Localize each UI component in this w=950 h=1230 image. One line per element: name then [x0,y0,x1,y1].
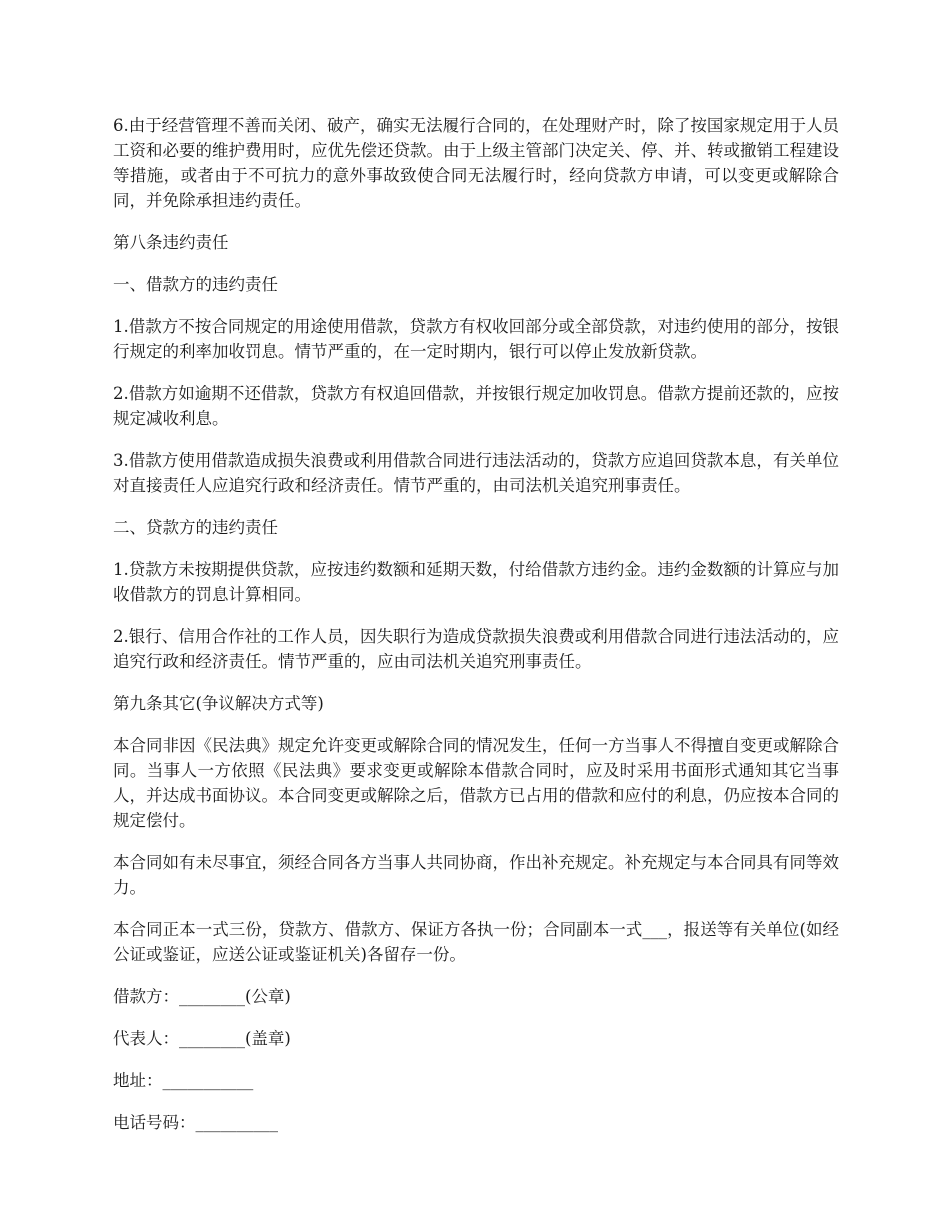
address-field: 地址：___________ [113,1071,254,1090]
phone-field: 电话号码：__________ [113,1113,278,1132]
document-page [113,113,839,1152]
article-9-heading: 第九条其它(争议解决方式等) [113,694,324,713]
borrower-liability-heading: 一、借款方的违约责任 [113,275,278,294]
lender-liability-item-2: 2.银行、信用合作社的工作人员，因失职行为造成贷款损失浪费或利用借款合同进行违法活动的，应追究行政和经济责任。情节严重的，应由司法机关追究刑事责任。 [113,627,839,671]
lender-liability-item-1: 1.贷款方未按期提供贷款，应按违约数额和延期天数，付给借款方违约金。违约金数额的计算应与加收借款方的罚息计算相同。 [113,560,839,604]
contract-modification-paragraph: 本合同非因《民法典》规定允许变更或解除合同的情况发生，任何一方当事人不得擅自变更或解除合同。当事人一方依照《民法典》要求变更或解除本借款合同时，应及时采用书面形式通知其它当事人，并达成书面协议。本合同变更或解除之后，借款方已占用的借款和应付的利息，仍应按本合同的规定偿付。 [113,736,839,830]
borrower-liability-item-3: 3.借款方使用借款造成损失浪费或利用借款合同进行违法活动的，贷款方应追回贷款本息，有关单位对直接责任人应追究行政和经济责任。情节严重的，由司法机关追究刑事责任。 [113,451,839,495]
borrower-field: 借款方：________(公章) [113,987,291,1006]
article-8-heading: 第八条违约责任 [113,233,229,252]
lender-liability-heading: 二、贷款方的违约责任 [113,518,278,537]
clause-6-paragraph: 6.由于经营管理不善而关闭、破产，确实无法履行合同的，在处理财产时，除了按国家规定用于人员工资和必要的维护费用时，应优先偿还贷款。由于上级主管部门决定关、停、并、转或撤销工程建设等措施，或者由于不可抗力的意外事故致使合同无法履行时，经向贷款方申请，可以变更或解除合同，并免除承担违约责任。 [113,116,839,210]
copies-paragraph: 本合同正本一式三份，贷款方、借款方、保证方各执一份；合同副本一式___，报送等有关单位(如经公证或鉴证，应送公证或鉴证机关)各留存一份。 [113,920,839,964]
representative-field: 代表人：________(盖章) [113,1029,291,1048]
supplementary-provisions-paragraph: 本合同如有未尽事宜，须经合同各方当事人共同协商，作出补充规定。补充规定与本合同具有同等效力。 [113,853,839,897]
borrower-liability-item-1: 1.借款方不按合同规定的用途使用借款，贷款方有权收回部分或全部贷款，对违约使用的部分，按银行规定的利率加收罚息。情节严重的，在一定时期内，银行可以停止发放新贷款。 [113,317,839,361]
borrower-liability-item-2: 2.借款方如逾期不还借款，贷款方有权追回借款，并按银行规定加收罚息。借款方提前还款的，应按规定减收利息。 [113,384,839,428]
